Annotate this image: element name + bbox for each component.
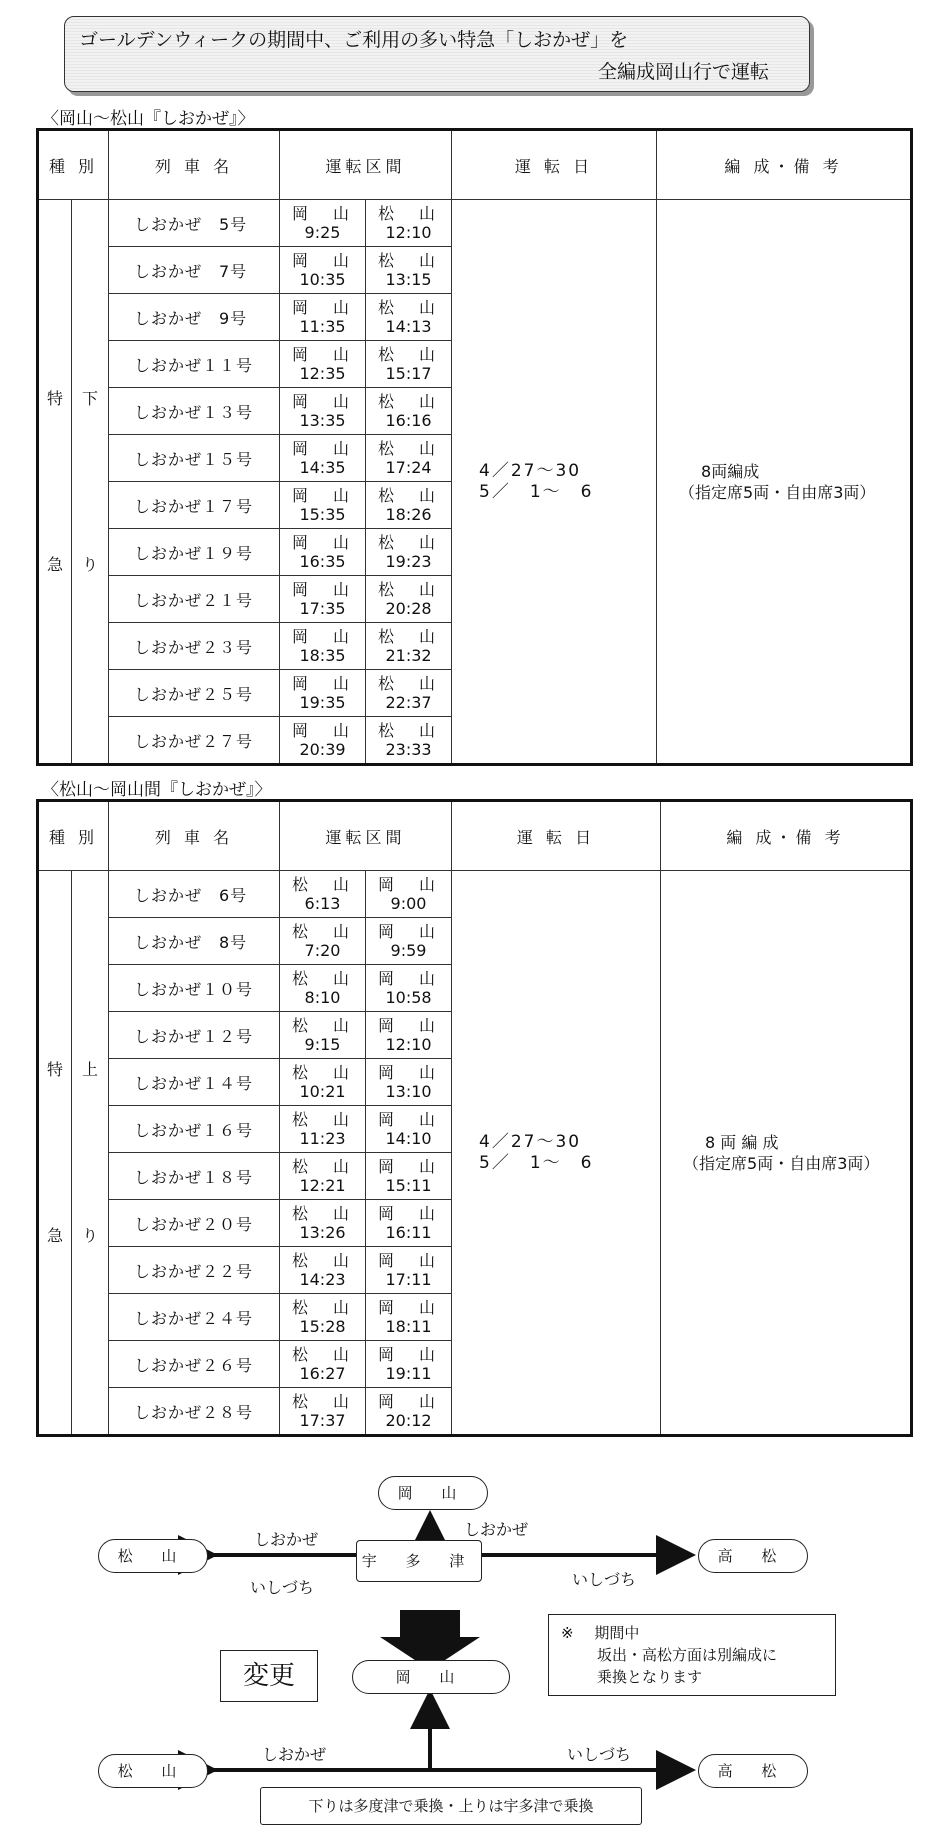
train-name: しおかぜ２７号 <box>109 717 280 765</box>
arrival-station: 岡 山 <box>377 1298 446 1317</box>
arrival-cell <box>366 1200 452 1247</box>
direction-char-1: 下 <box>81 388 98 408</box>
departure-station: 松 山 <box>291 1204 360 1223</box>
kind-cell <box>38 200 72 765</box>
arrival-time: 19:11 <box>385 1364 432 1383</box>
departure-station: 岡 山 <box>291 345 360 364</box>
kind-char-2: 急 <box>46 1225 63 1245</box>
train-name: しおかぜ１８号 <box>109 1153 280 1200</box>
arrival-cell <box>366 247 452 294</box>
departure-cell <box>280 1153 366 1200</box>
departure-time: 8:10 <box>304 988 341 1007</box>
days-line-1: 4／27〜30 <box>479 1131 582 1152</box>
after-shiokaze-label: しおかぜ <box>262 1745 327 1764</box>
train-name: しおかぜ１３号 <box>109 388 280 435</box>
header-section: 運転区間 <box>280 801 452 871</box>
arrival-cell <box>366 435 452 482</box>
departure-cell <box>280 341 366 388</box>
train-name: しおかぜ 7号 <box>109 247 280 294</box>
arrival-cell <box>366 341 452 388</box>
arrival-cell <box>366 482 452 529</box>
departure-cell <box>280 1059 366 1106</box>
table-header-row <box>38 801 912 871</box>
departure-time: 13:35 <box>299 411 346 430</box>
departure-time: 12:21 <box>299 1176 346 1195</box>
direction-char-2: り <box>81 1225 98 1245</box>
train-name: しおかぜ１０号 <box>109 965 280 1012</box>
arrival-station: 松 山 <box>377 345 446 364</box>
departure-time: 16:35 <box>299 552 346 571</box>
notice-title-box <box>64 16 810 92</box>
train-name: しおかぜ１４号 <box>109 1059 280 1106</box>
table-row <box>38 871 912 918</box>
arrival-station: 岡 山 <box>377 1251 446 1270</box>
departure-time: 17:37 <box>299 1411 346 1430</box>
before-shiokaze-up-label: しおかぜ <box>464 1520 529 1539</box>
arrival-station: 松 山 <box>377 204 446 223</box>
arrival-time: 9:59 <box>390 941 427 960</box>
departure-cell <box>280 1012 366 1059</box>
table-header-row <box>38 130 912 200</box>
departure-station: 松 山 <box>291 1392 360 1411</box>
arrival-cell <box>366 388 452 435</box>
departure-time: 13:26 <box>299 1223 346 1242</box>
departure-time: 18:35 <box>299 646 346 665</box>
arrival-time: 17:24 <box>385 458 432 477</box>
before-takamatsu-station: 高 松 <box>698 1539 808 1573</box>
header-note: 編 成・備 考 <box>661 801 912 871</box>
arrival-station: 松 山 <box>377 627 446 646</box>
operation-days-cell <box>452 871 661 1436</box>
departure-cell <box>280 529 366 576</box>
arrival-time: 18:11 <box>385 1317 432 1336</box>
table-row <box>38 200 912 247</box>
arrival-station: 岡 山 <box>377 1345 446 1364</box>
departure-time: 11:23 <box>299 1129 346 1148</box>
departure-station: 岡 山 <box>291 251 360 270</box>
arrival-station: 岡 山 <box>377 969 446 988</box>
arrival-time: 21:32 <box>385 646 432 665</box>
departure-station: 岡 山 <box>291 439 360 458</box>
arrival-cell <box>366 200 452 247</box>
departure-station: 岡 山 <box>291 674 360 693</box>
arrival-cell <box>366 1059 452 1106</box>
departure-station: 松 山 <box>291 922 360 941</box>
departure-station: 松 山 <box>291 1063 360 1082</box>
note-line-1: 8両編成 <box>701 461 760 481</box>
transfer-note: 下りは多度津で乗換・上りは宇多津で乗換 <box>260 1787 642 1825</box>
departure-time: 15:28 <box>299 1317 346 1336</box>
operation-days-cell <box>452 200 657 765</box>
departure-station: 松 山 <box>291 1157 360 1176</box>
arrival-cell <box>366 965 452 1012</box>
down-timetable <box>36 128 913 766</box>
departure-time: 19:35 <box>299 693 346 712</box>
departure-time: 10:21 <box>299 1082 346 1101</box>
departure-time: 6:13 <box>304 894 341 913</box>
days-line-2: 5／ 1〜 6 <box>479 1152 594 1173</box>
arrival-cell <box>366 1247 452 1294</box>
departure-cell <box>280 482 366 529</box>
arrival-station: 岡 山 <box>377 875 446 894</box>
departure-time: 15:35 <box>299 505 346 524</box>
header-kind: 種 別 <box>38 130 109 200</box>
formation-note-cell <box>657 200 912 765</box>
train-name: しおかぜ１６号 <box>109 1106 280 1153</box>
header-kind: 種 別 <box>38 801 109 871</box>
kind-char-2: 急 <box>46 554 63 574</box>
departure-time: 17:35 <box>299 599 346 618</box>
header-note: 編 成・備 考 <box>657 130 912 200</box>
arrival-cell <box>366 717 452 765</box>
departure-station: 松 山 <box>291 1016 360 1035</box>
departure-time: 14:23 <box>299 1270 346 1289</box>
arrival-station: 松 山 <box>377 721 446 740</box>
departure-station: 松 山 <box>291 1110 360 1129</box>
departure-time: 9:15 <box>304 1035 341 1054</box>
arrival-time: 12:10 <box>385 223 432 242</box>
departure-station: 松 山 <box>291 1345 360 1364</box>
train-name: しおかぜ１９号 <box>109 529 280 576</box>
arrival-station: 松 山 <box>377 580 446 599</box>
arrival-time: 15:17 <box>385 364 432 383</box>
up-section-caption: 〈松山〜岡山間『しおかぜ』〉 <box>42 780 272 800</box>
after-takamatsu-station: 高 松 <box>698 1754 808 1788</box>
after-matsuyama-station: 松 山 <box>98 1754 208 1788</box>
train-name: しおかぜ１５号 <box>109 435 280 482</box>
arrival-cell <box>366 1388 452 1436</box>
arrival-station: 岡 山 <box>377 1016 446 1035</box>
arrival-time: 13:10 <box>385 1082 432 1101</box>
before-shiokaze-left-label: しおかぜ <box>254 1530 319 1549</box>
departure-time: 20:39 <box>299 740 346 759</box>
kind-cell <box>38 871 72 1436</box>
arrival-time: 17:11 <box>385 1270 432 1289</box>
arrival-cell <box>366 623 452 670</box>
arrival-station: 岡 山 <box>377 1110 446 1129</box>
arrival-time: 19:23 <box>385 552 432 571</box>
departure-cell <box>280 1247 366 1294</box>
down-section-caption: 〈岡山〜松山『しおかぜ』〉 <box>42 109 255 129</box>
header-section: 運転区間 <box>280 130 452 200</box>
note-line-2: （指定席5両・自由席3両） <box>683 1153 880 1173</box>
arrival-station: 松 山 <box>377 392 446 411</box>
arrival-cell <box>366 1153 452 1200</box>
arrival-time: 14:10 <box>385 1129 432 1148</box>
departure-time: 14:35 <box>299 458 346 477</box>
direction-char-1: 上 <box>81 1059 98 1079</box>
direction-cell <box>72 871 109 1436</box>
departure-cell <box>280 965 366 1012</box>
arrival-time: 16:16 <box>385 411 432 430</box>
departure-cell <box>280 294 366 341</box>
train-name: しおかぜ１７号 <box>109 482 280 529</box>
train-name: しおかぜ１１号 <box>109 341 280 388</box>
train-name: しおかぜ１２号 <box>109 1012 280 1059</box>
arrival-time: 14:13 <box>385 317 432 336</box>
train-name: しおかぜ２０号 <box>109 1200 280 1247</box>
direction-cell <box>72 200 109 765</box>
arrival-cell <box>366 294 452 341</box>
train-name: しおかぜ２１号 <box>109 576 280 623</box>
arrival-station: 松 山 <box>377 674 446 693</box>
departure-time: 10:35 <box>299 270 346 289</box>
departure-station: 岡 山 <box>291 533 360 552</box>
note-line-2: （指定席5両・自由席3両） <box>679 482 876 502</box>
departure-station: 岡 山 <box>291 580 360 599</box>
departure-cell <box>280 871 366 918</box>
days-line-2: 5／ 1〜 6 <box>479 481 594 502</box>
arrival-station: 松 山 <box>377 298 446 317</box>
departure-cell <box>280 388 366 435</box>
notice-line-2: 坂出・高松方面は別編成に <box>597 1646 778 1664</box>
arrival-cell <box>366 1106 452 1153</box>
departure-cell <box>280 576 366 623</box>
arrival-cell <box>366 576 452 623</box>
train-name: しおかぜ 6号 <box>109 871 280 918</box>
train-name: しおかぜ２４号 <box>109 1294 280 1341</box>
days-line-1: 4／27〜30 <box>479 460 582 481</box>
arrival-station: 岡 山 <box>377 1204 446 1223</box>
train-name: しおかぜ２３号 <box>109 623 280 670</box>
utazu-station: 宇 多 津 <box>356 1540 482 1582</box>
notice-line-3: 乗換となります <box>597 1668 703 1686</box>
departure-cell <box>280 1388 366 1436</box>
departure-station: 松 山 <box>291 969 360 988</box>
arrival-time: 16:11 <box>385 1223 432 1242</box>
arrival-cell <box>366 871 452 918</box>
arrival-cell <box>366 529 452 576</box>
before-okayama-station: 岡 山 <box>378 1476 488 1510</box>
formation-note-cell <box>661 871 912 1436</box>
arrival-time: 23:33 <box>385 740 432 759</box>
notice-box <box>548 1614 836 1696</box>
header-train: 列 車 名 <box>109 130 280 200</box>
note-line-1: 8 両 編 成 <box>705 1132 779 1152</box>
arrival-station: 松 山 <box>377 439 446 458</box>
header-days: 運 転 日 <box>452 130 657 200</box>
arrival-station: 松 山 <box>377 251 446 270</box>
departure-time: 9:25 <box>304 223 341 242</box>
departure-time: 12:35 <box>299 364 346 383</box>
train-name: しおかぜ２５号 <box>109 670 280 717</box>
departure-station: 岡 山 <box>291 721 360 740</box>
arrival-cell <box>366 918 452 965</box>
arrival-station: 岡 山 <box>377 1157 446 1176</box>
departure-station: 松 山 <box>291 1298 360 1317</box>
arrival-time: 13:15 <box>385 270 432 289</box>
arrival-time: 18:26 <box>385 505 432 524</box>
departure-cell <box>280 200 366 247</box>
departure-cell <box>280 1294 366 1341</box>
arrival-time: 12:10 <box>385 1035 432 1054</box>
departure-cell <box>280 1341 366 1388</box>
up-timetable <box>36 799 913 1437</box>
after-ishizuchi-label: いしづち <box>567 1745 632 1764</box>
train-name: しおかぜ 5号 <box>109 200 280 247</box>
departure-cell <box>280 670 366 717</box>
arrival-station: 岡 山 <box>377 1063 446 1082</box>
before-ishizuchi-left-label: いしづち <box>250 1578 315 1597</box>
train-name: しおかぜ 8号 <box>109 918 280 965</box>
header-days: 運 転 日 <box>452 801 661 871</box>
arrival-time: 9:00 <box>390 894 427 913</box>
before-matsuyama-station: 松 山 <box>98 1539 208 1573</box>
direction-char-2: り <box>81 554 98 574</box>
arrival-time: 22:37 <box>385 693 432 712</box>
kind-char-1: 特 <box>46 1059 63 1079</box>
notice-line-1: 期間中 <box>594 1624 640 1642</box>
departure-time: 7:20 <box>304 941 341 960</box>
departure-station: 松 山 <box>291 875 360 894</box>
arrival-cell <box>366 1012 452 1059</box>
arrival-cell <box>366 1341 452 1388</box>
departure-time: 11:35 <box>299 317 346 336</box>
departure-cell <box>280 717 366 765</box>
arrival-station: 松 山 <box>377 533 446 552</box>
arrival-time: 20:12 <box>385 1411 432 1430</box>
arrival-time: 15:11 <box>385 1176 432 1195</box>
title-line-1: ゴールデンウィークの期間中、ご利用の多い特急「しおかぜ」を <box>79 29 629 51</box>
notice-mark: ※ <box>561 1624 574 1642</box>
departure-time: 16:27 <box>299 1364 346 1383</box>
departure-cell <box>280 435 366 482</box>
before-ishizuchi-right-label: いしづち <box>572 1570 637 1589</box>
train-name: しおかぜ２６号 <box>109 1341 280 1388</box>
train-name: しおかぜ２８号 <box>109 1388 280 1436</box>
arrival-station: 岡 山 <box>377 922 446 941</box>
title-line-2: 全編成岡山行で運転 <box>597 61 769 83</box>
departure-cell <box>280 1200 366 1247</box>
departure-cell <box>280 623 366 670</box>
departure-cell <box>280 918 366 965</box>
departure-station: 岡 山 <box>291 627 360 646</box>
after-okayama-station: 岡 山 <box>352 1660 510 1694</box>
train-name: しおかぜ 9号 <box>109 294 280 341</box>
kind-char-1: 特 <box>46 388 63 408</box>
header-train: 列 車 名 <box>109 801 280 871</box>
departure-station: 岡 山 <box>291 298 360 317</box>
departure-station: 岡 山 <box>291 392 360 411</box>
departure-station: 岡 山 <box>291 204 360 223</box>
arrival-cell <box>366 1294 452 1341</box>
arrival-time: 20:28 <box>385 599 432 618</box>
arrival-time: 10:58 <box>385 988 432 1007</box>
departure-cell <box>280 1106 366 1153</box>
change-label-box: 変更 <box>220 1650 318 1702</box>
arrival-station: 松 山 <box>377 486 446 505</box>
departure-station: 松 山 <box>291 1251 360 1270</box>
arrival-cell <box>366 670 452 717</box>
departure-station: 岡 山 <box>291 486 360 505</box>
departure-cell <box>280 247 366 294</box>
arrival-station: 岡 山 <box>377 1392 446 1411</box>
train-name: しおかぜ２２号 <box>109 1247 280 1294</box>
